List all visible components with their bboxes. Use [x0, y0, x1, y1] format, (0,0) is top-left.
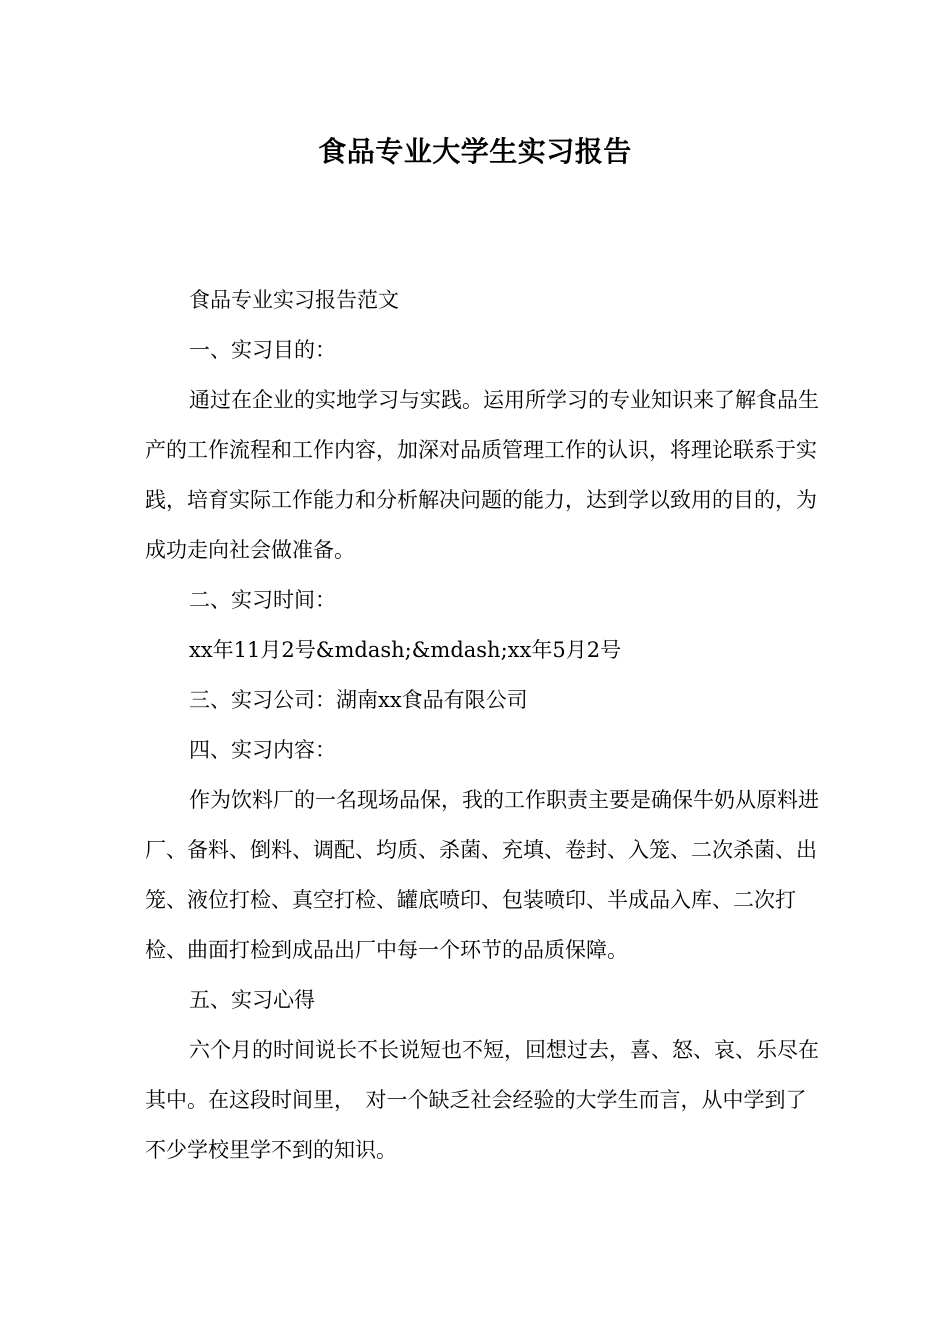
- heading-purpose: 一、实习目的：: [189, 338, 336, 362]
- heading-time: 二、实习时间：: [189, 588, 336, 612]
- document-title: 食品专业大学生实习报告: [318, 135, 632, 168]
- heading-content: 四、实习内容：: [189, 738, 336, 762]
- document-body: [145, 275, 825, 1175]
- heading-experience: 五、实习心得: [189, 988, 315, 1012]
- paragraph-content: 作为饮料厂的一名现场品保，我的工作职责主要是确保牛奶从原料进厂、备料、倒料、调配、均质、杀菌、充填、卷封、入笼、二次杀菌、出笼、液位打检、真空打检、罐底喷印、包装喷印、半成品入库、二次打检、曲面打检到成品出厂中每一个环节的品质保障。: [145, 788, 819, 962]
- paragraph-purpose: 通过在企业的实地学习与实践。运用所学习的专业知识来了解食品生产的工作流程和工作内容，加深对品质管理工作的认识，将理论联系于实践，培育实际工作能力和分析解决问题的能力，达到学以致用的目的，为成功走向社会做准备。: [145, 388, 819, 562]
- heading-company: 三、实习公司：湖南xx食品有限公司: [189, 688, 528, 712]
- paragraph-time: xx年11月2号&mdash;&mdash;xx年5月2号: [189, 638, 622, 662]
- paragraph-experience: 六个月的时间说长不长说短也不短，回想过去，喜、怒、哀、乐尽在其中。在这段时间里， 对一个缺乏社会经验的大学生而言，从中学到了不少学校里学不到的知识。: [145, 1038, 819, 1162]
- paragraph-subtitle: 食品专业实习报告范文: [189, 288, 399, 312]
